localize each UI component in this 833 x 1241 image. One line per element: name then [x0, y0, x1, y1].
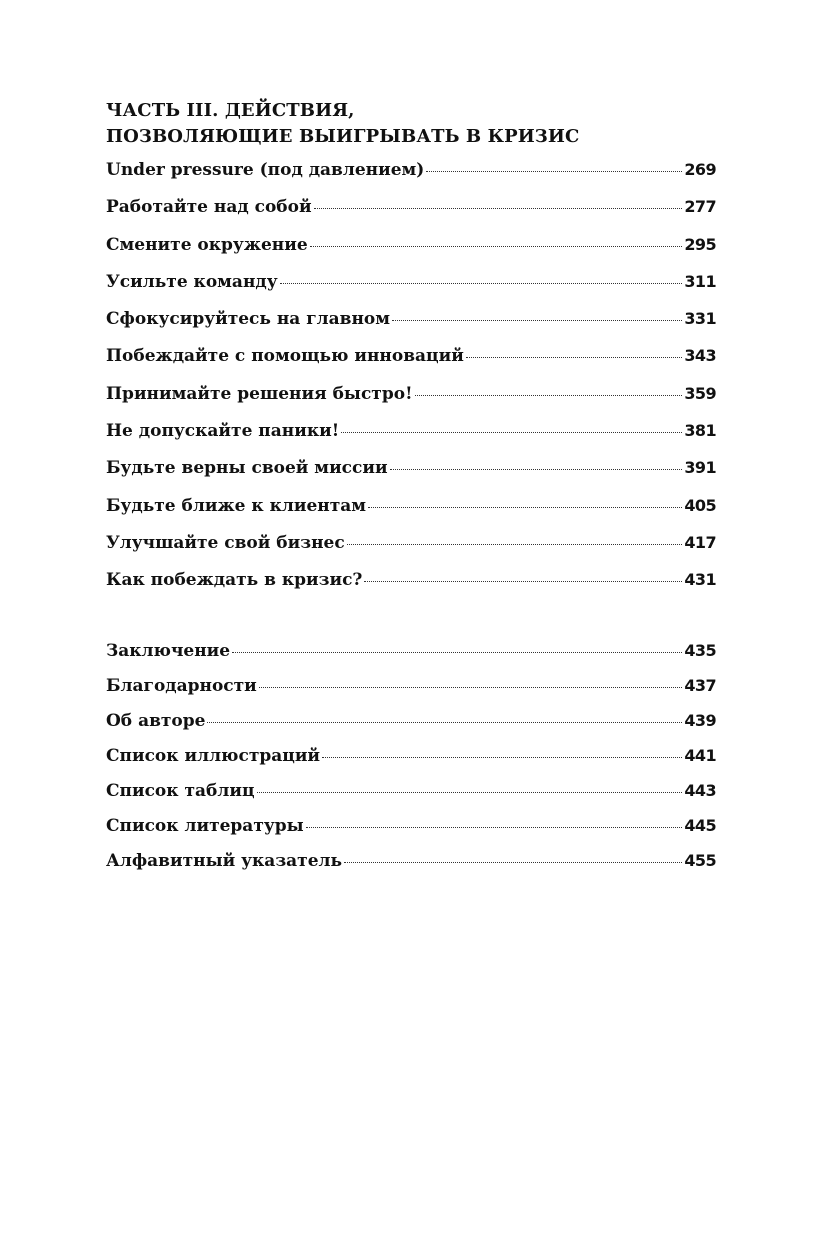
dot-leader	[415, 395, 683, 396]
toc-entry-page: 437	[684, 675, 716, 695]
toc-entry-page: 295	[684, 234, 716, 254]
dot-leader	[310, 246, 683, 247]
toc-entry-title: Будьте ближе к клиентам	[106, 495, 367, 516]
dot-leader	[347, 544, 683, 545]
toc-entry[interactable]	[106, 160, 716, 197]
toc-entry[interactable]	[106, 235, 716, 272]
dot-leader	[257, 792, 683, 793]
dot-leader	[322, 757, 682, 758]
toc-entry[interactable]	[106, 496, 716, 533]
toc-entry-title: Не допускайте паники!	[106, 421, 340, 442]
toc-entry[interactable]	[106, 346, 716, 383]
toc-entry-title: Будьте верны своей миссии	[106, 458, 388, 479]
toc-entry[interactable]	[106, 816, 716, 851]
toc-entry-page: 311	[684, 271, 716, 291]
toc-entry-title: Under pressure (под давлением)	[106, 160, 425, 180]
toc-entry-page: 269	[684, 160, 716, 179]
dot-leader	[466, 357, 683, 358]
toc-entry[interactable]	[106, 533, 716, 570]
dot-leader	[426, 171, 682, 172]
dot-leader	[364, 581, 682, 582]
toc-entry-title: Сфокусируйтесь на главном	[106, 309, 391, 330]
dot-leader	[207, 722, 682, 723]
toc-entry[interactable]	[106, 197, 716, 234]
toc-entry-page: 439	[684, 710, 716, 730]
toc-entry-title: Побеждайте с помощью инноваций	[106, 346, 464, 367]
toc-entry-title: Принимайте решения быстро!	[106, 383, 413, 404]
toc-entry[interactable]	[106, 781, 716, 816]
toc-entry-title: Смените окружение	[106, 234, 308, 255]
section-gap	[106, 608, 716, 641]
dot-leader	[314, 208, 683, 209]
toc-entry-page: 405	[684, 495, 716, 515]
chapter-list	[106, 160, 716, 608]
toc-entry[interactable]	[106, 570, 716, 607]
part-title-line-1: ЧАСТЬ III. ДЕЙСТВИЯ,	[106, 100, 355, 121]
toc-entry-title: Алфавитный указатель	[106, 850, 343, 871]
toc-entry-title: Список литературы	[106, 815, 304, 836]
toc-entry[interactable]	[106, 272, 716, 309]
dot-leader	[390, 469, 683, 470]
toc-entry-title: Работайте над собой	[106, 197, 312, 218]
toc-entry-page: 435	[684, 640, 716, 660]
dot-leader	[344, 862, 682, 863]
toc-entry-page: 277	[684, 197, 716, 217]
part-title	[106, 98, 716, 150]
toc-entry-page: 455	[684, 850, 716, 870]
toc-entry-page: 445	[684, 815, 716, 835]
dot-leader	[368, 507, 682, 508]
toc-entry-page: 381	[684, 421, 716, 441]
toc-entry-page: 359	[684, 383, 716, 403]
toc-entry-title: Улучшайте свой бизнес	[106, 532, 345, 553]
toc-entry[interactable]	[106, 309, 716, 346]
part-title-line-2: ПОЗВОЛЯЮЩИЕ ВЫИГРЫВАТЬ В КРИЗИС	[106, 126, 580, 147]
toc-entry-title: Благодарности	[106, 675, 257, 696]
toc-entry[interactable]	[106, 851, 716, 886]
dot-leader	[306, 827, 683, 828]
toc-entry-page: 331	[684, 309, 716, 329]
toc-entry-page: 431	[684, 570, 716, 590]
table-of-contents	[106, 98, 716, 886]
toc-entry[interactable]	[106, 421, 716, 458]
toc-entry-title: Об авторе	[106, 710, 206, 731]
back-matter-list	[106, 641, 716, 886]
dot-leader	[392, 320, 682, 321]
dot-leader	[341, 432, 682, 433]
toc-entry-page: 417	[684, 532, 716, 552]
toc-entry-title: Список таблиц	[106, 780, 255, 801]
toc-entry[interactable]	[106, 711, 716, 746]
toc-entry-page: 391	[684, 458, 716, 478]
toc-entry[interactable]	[106, 746, 716, 781]
toc-entry-page: 441	[684, 745, 716, 765]
toc-entry-title: Заключение	[106, 640, 231, 661]
toc-entry[interactable]	[106, 458, 716, 495]
toc-entry-title: Усильте команду	[106, 271, 278, 292]
dot-leader	[280, 283, 683, 284]
toc-entry-title: Как побеждать в кризис?	[106, 570, 363, 591]
toc-entry[interactable]	[106, 676, 716, 711]
toc-entry[interactable]	[106, 384, 716, 421]
toc-entry-page: 443	[684, 780, 716, 800]
dot-leader	[259, 687, 683, 688]
toc-entry[interactable]	[106, 641, 716, 676]
toc-entry-title: Список иллюстраций	[106, 745, 321, 766]
dot-leader	[232, 652, 682, 653]
toc-entry-page: 343	[684, 346, 716, 366]
